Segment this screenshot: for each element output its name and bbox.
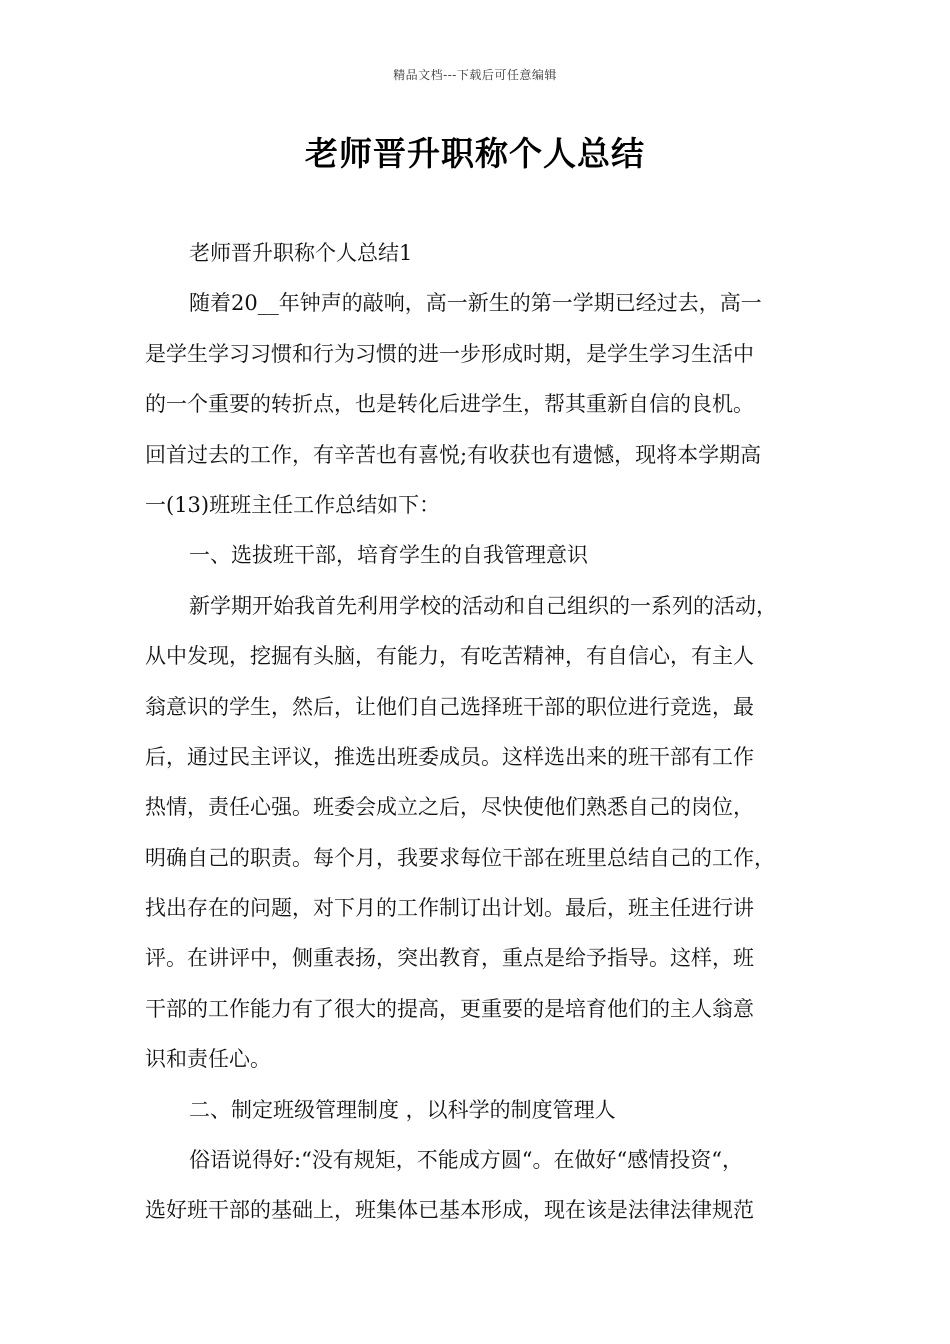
paragraph-line: 是学生学习习惯和行为习惯的进一步形成时期，是学生学习生活中 bbox=[145, 341, 754, 366]
paragraph-line: 后，通过民主评议，推选出班委成员。这样选出来的班干部有工作 bbox=[145, 744, 754, 769]
paragraph-line: 俗语说得好:“没有规矩，不能成方圆“。在做好“感情投资“， bbox=[189, 1148, 744, 1173]
paragraph-line: 一(13)班班主任工作总结如下： bbox=[145, 492, 441, 517]
section-subtitle: 老师晋升职称个人总结1 bbox=[189, 241, 413, 265]
paragraph-line: 新学期开始我首先利用学校的活动和自己组织的一系列的活动， bbox=[189, 593, 777, 618]
paragraph-line: 找出存在的问题，对下月的工作制订出计划。最后，班主任进行讲 bbox=[145, 896, 754, 921]
paragraph-line: 选好班干部的基础上，班集体已基本形成，现在该是法律法律规范 bbox=[145, 1198, 754, 1223]
paragraph-line: 热情，责任心强。班委会成立之后，尽快使他们熟悉自己的岗位， bbox=[145, 795, 754, 820]
section-heading: 二、制定班级管理制度 ，以科学的制度管理人 bbox=[189, 1097, 616, 1122]
header-note: 精品文档---下载后可任意编辑 bbox=[393, 68, 557, 82]
paragraph-line: 随着20__年钟声的敲响，高一新生的第一学期已经过去，高一 bbox=[189, 291, 762, 316]
paragraph-line: 评。在讲评中，侧重表扬，突出教育，重点是给予指导。这样，班 bbox=[145, 946, 754, 971]
paragraph-line: 回首过去的工作，有辛苦也有喜悦;有收获也有遗憾，现将本学期高 bbox=[145, 442, 762, 467]
paragraph-line: 的一个重要的转折点，也是转化后进学生，帮其重新自信的良机。 bbox=[145, 392, 754, 417]
paragraph-line: 干部的工作能力有了很大的提高，更重要的是培育他们的主人翁意 bbox=[145, 996, 754, 1021]
paragraph-line: 明确自己的职责。每个月，我要求每位干部在班里总结自己的工作， bbox=[145, 845, 775, 870]
document-title: 老师晋升职称个人总结 bbox=[305, 134, 645, 173]
paragraph-line: 识和责任心。 bbox=[145, 1047, 271, 1072]
paragraph-line: 翁意识的学生，然后，让他们自己选择班干部的职位进行竞选，最 bbox=[145, 694, 754, 719]
paragraph-line: 从中发现，挖掘有头脑，有能力，有吃苦精神，有自信心，有主人 bbox=[145, 644, 754, 669]
document-body bbox=[145, 228, 825, 1236]
section-heading: 一、选拔班干部，培育学生的自我管理意识 bbox=[189, 543, 588, 568]
